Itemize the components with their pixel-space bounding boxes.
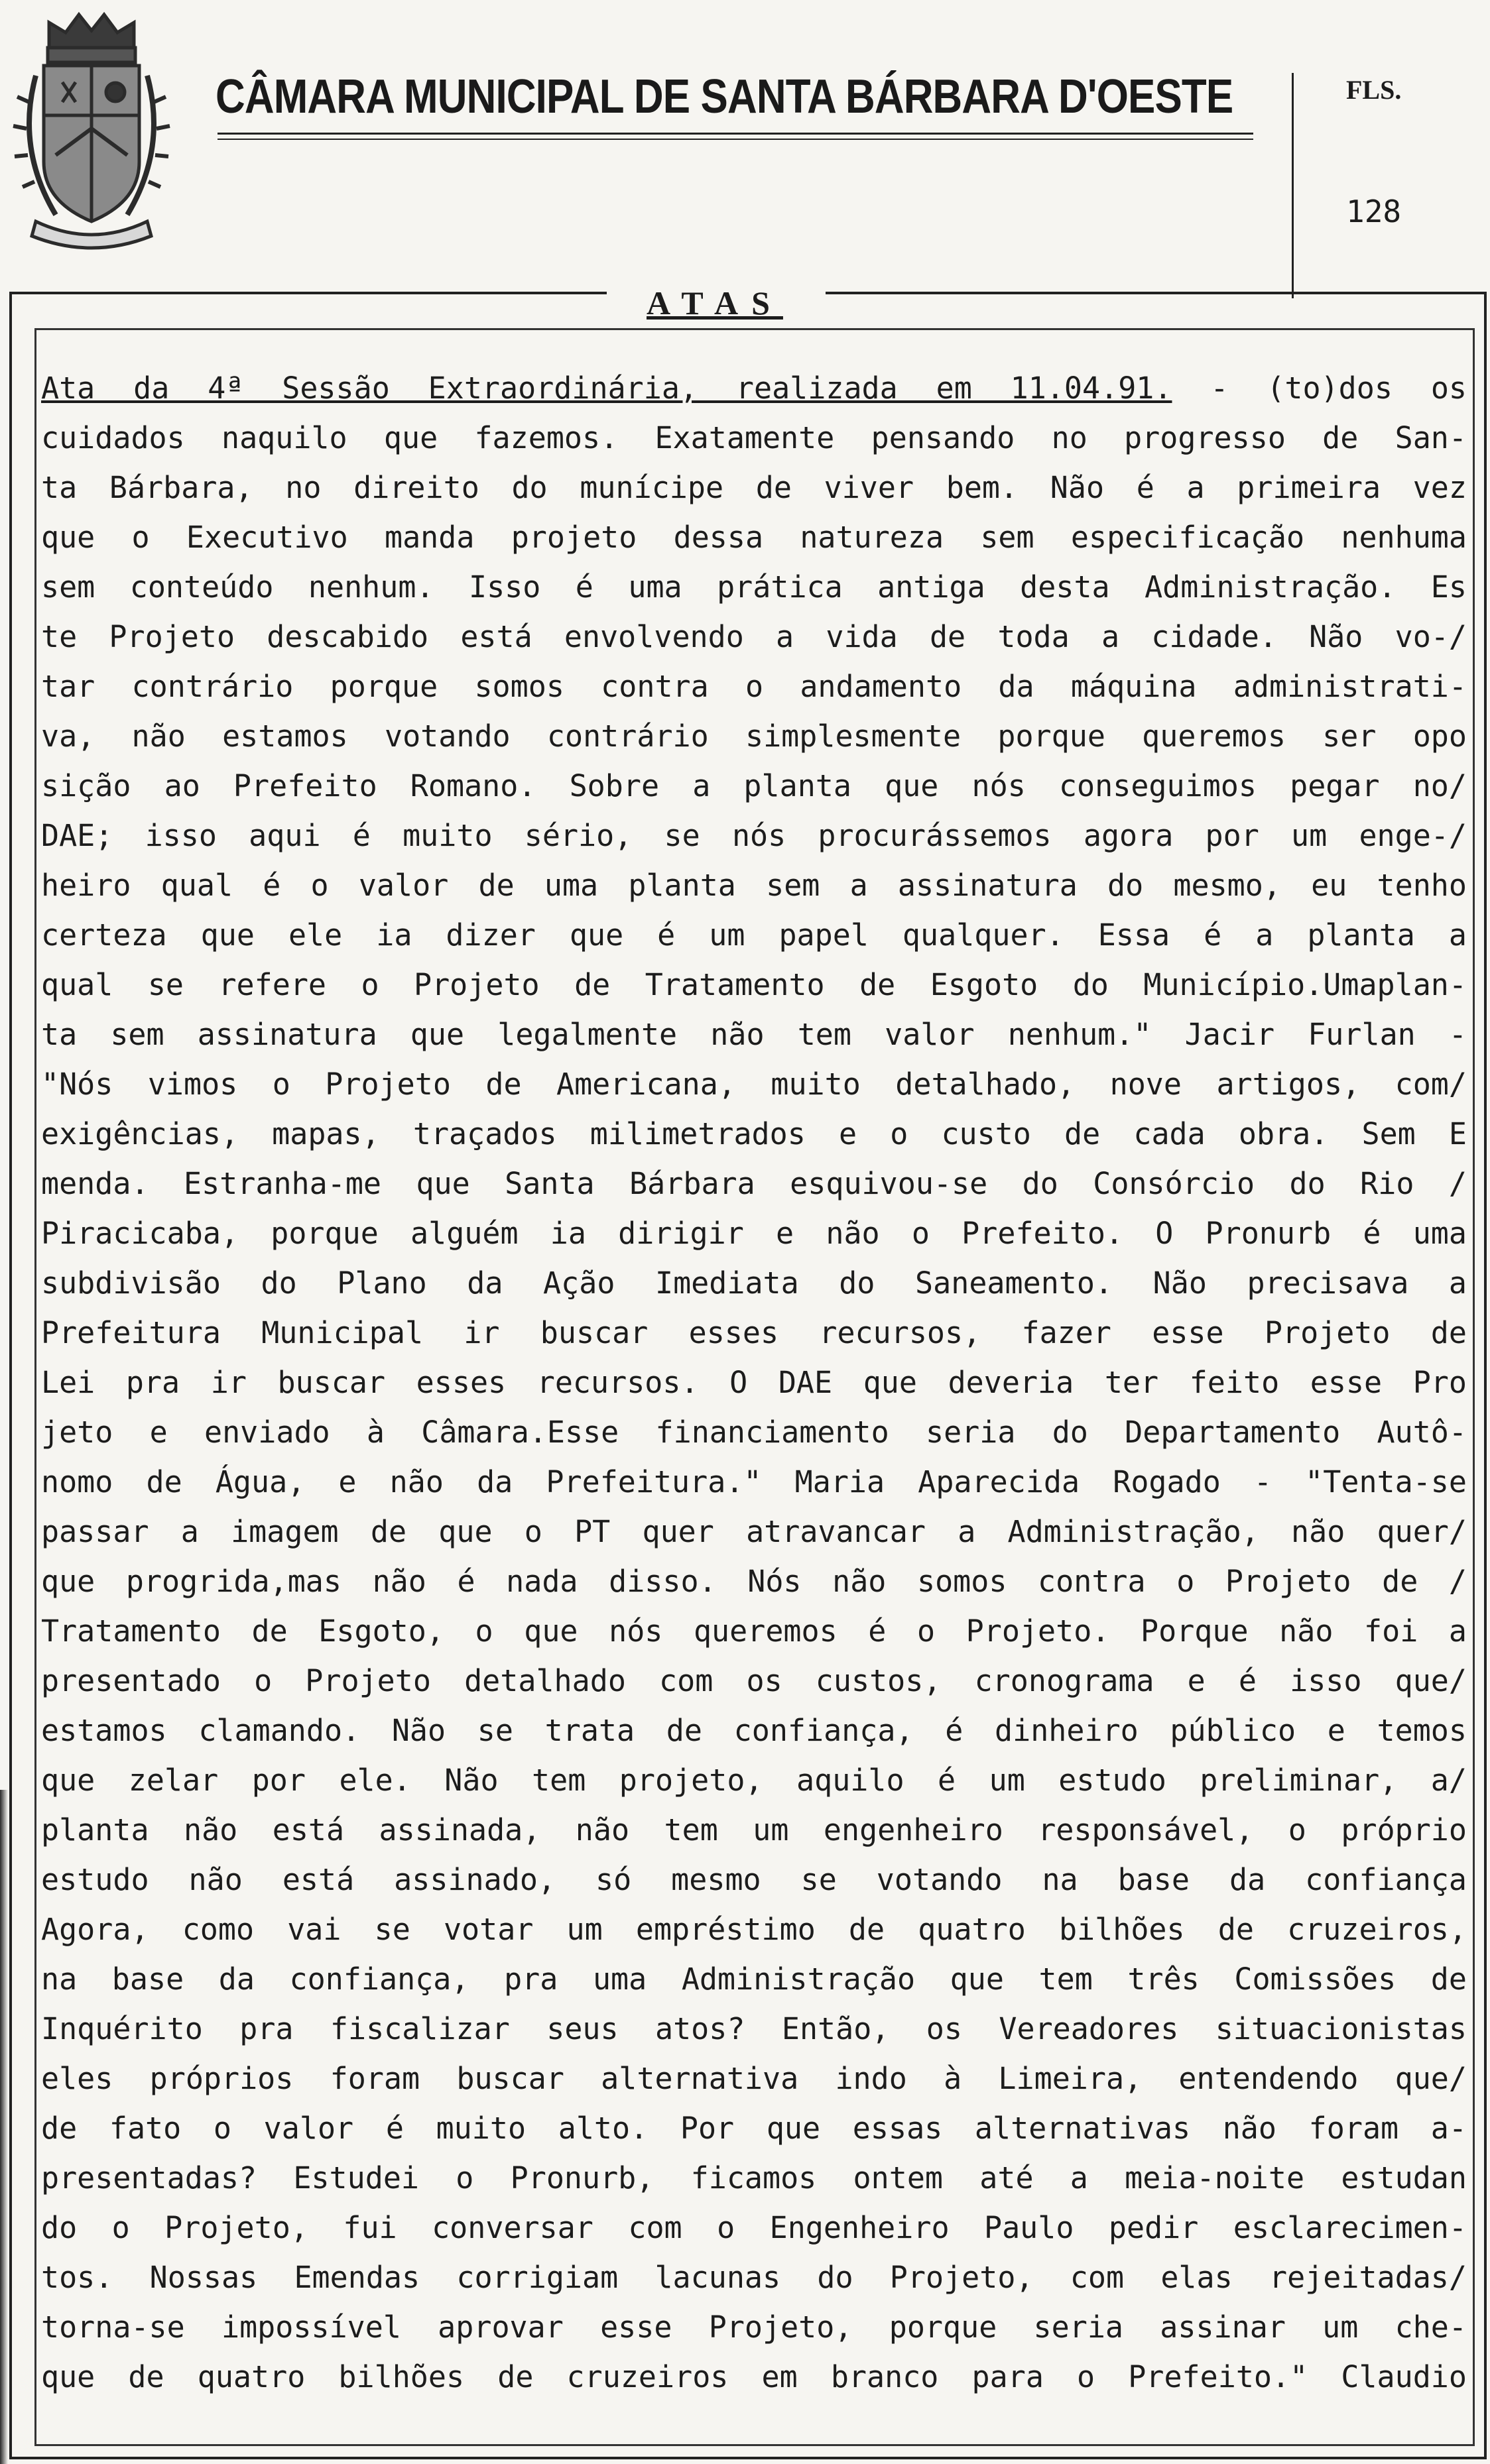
scan-edge-shadow <box>0 1790 8 2464</box>
minutes-line: DAE; isso aqui é muito sério, se nós procurássemos agora por um enge-/ <box>41 818 1467 853</box>
minutes-line: va, não estamos votando contrário simplesmente porque queremos ser opo <box>41 719 1467 754</box>
minutes-line: presentado o Projeto detalhado com os custos, cronograma e é isso que/ <box>41 1663 1467 1698</box>
chamber-title: CÂMARA MUNICIPAL DE SANTA BÁRBARA D'OESTE <box>216 70 1233 123</box>
minutes-heading-tail: - (to)dos os <box>1210 371 1467 406</box>
minutes-line: qual se refere o Projeto de Tratamento de Esgoto do Município.Umaplan- <box>41 967 1467 1002</box>
minutes-line: sem conteúdo nenhum. Isso é uma prática antiga desta Administração. Es <box>41 569 1467 605</box>
minutes-line: passar a imagem de que o PT quer atravancar a Administração, não quer/ <box>41 1514 1467 1549</box>
minutes-line: presentadas? Estudei o Pronurb, ficamos ontem até a meia-noite estudan <box>41 2160 1467 2196</box>
minutes-line: "Nós vimos o Projeto de Americana, muito detalhado, nove artigos, com/ <box>41 1067 1467 1102</box>
minutes-line: torna-se impossível aprovar esse Projeto, porque seria assinar um che- <box>41 2310 1467 2345</box>
minutes-line: que o Executivo manda projeto dessa natureza sem especificação nenhuma <box>41 520 1467 555</box>
minutes-line: estudo não está assinado, só mesmo se votando na base da confiança <box>41 1862 1467 1897</box>
minutes-line: Prefeitura Municipal ir buscar esses recursos, fazer esse Projeto de <box>41 1315 1467 1350</box>
minutes-line: ta sem assinatura que legalmente não tem valor nenhum." Jacir Furlan - <box>41 1017 1467 1052</box>
minutes-line: Inquérito pra fiscalizar seus atos? Então, os Vereadores situacionistas <box>41 2011 1467 2046</box>
minutes-line: do o Projeto, fui conversar com o Engenheiro Paulo pedir esclarecimen- <box>41 2210 1467 2245</box>
minutes-line: que progrida,mas não é nada disso. Nós não somos contra o Projeto de / <box>41 1564 1467 1599</box>
minutes-line: te Projeto descabido está envolvendo a vida de toda a cidade. Não vo-/ <box>41 619 1467 654</box>
minutes-line: que de quatro bilhões de cruzeiros em branco para o Prefeito." Claudio <box>41 2359 1467 2394</box>
minutes-body <box>41 363 1467 2402</box>
minutes-line: Lei pra ir buscar esses recursos. O DAE que deveria ter feito esse Pro <box>41 1365 1467 1400</box>
minutes-line: de fato o valor é muito alto. Por que essas alternativas não foram a- <box>41 2111 1467 2146</box>
minutes-line: jeto e enviado à Câmara.Esse financiamento seria do Departamento Autô- <box>41 1415 1467 1450</box>
minutes-line: ta Bárbara, no direito do munícipe de viver bem. Não é a primeira vez <box>41 470 1467 505</box>
minutes-line: Tratamento de Esgoto, o que nós queremos é o Projeto. Porque não foi a <box>41 1613 1467 1649</box>
minutes-line: eles próprios foram buscar alternativa indo à Limeira, entendendo que/ <box>41 2061 1467 2096</box>
minutes-line: exigências, mapas, traçados milimetrados e o custo de cada obra. Sem E <box>41 1116 1467 1151</box>
municipal-coat-of-arms-icon <box>9 3 174 255</box>
minutes-line: na base da confiança, pra uma Administração que tem três Comissões de <box>41 1962 1467 1997</box>
minutes-heading: Ata da 4ª Sessão Extraordinária, realizada em 11.04.91. <box>41 371 1172 406</box>
minutes-line: subdivisão do Plano da Ação Imediata do Saneamento. Não precisava a <box>41 1265 1467 1301</box>
minutes-line: nomo de Água, e não da Prefeitura." Maria Aparecida Rogado - "Tenta-se <box>41 1464 1467 1499</box>
minutes-line: Agora, como vai se votar um empréstimo de quatro bilhões de cruzeiros, <box>41 1912 1467 1947</box>
minutes-line: estamos clamando. Não se trata de confiança, é dinheiro público e temos <box>41 1713 1467 1748</box>
minutes-line: tos. Nossas Emendas corrigiam lacunas do Projeto, com elas rejeitadas/ <box>41 2260 1467 2295</box>
minutes-line: que zelar por ele. Não tem projeto, aquilo é um estudo preliminar, a/ <box>41 1763 1467 1798</box>
minutes-line: menda. Estranha-me que Santa Bárbara esquivou-se do Consórcio do Rio / <box>41 1166 1467 1201</box>
minutes-line: heiro qual é o valor de uma planta sem a assinatura do mesmo, eu tenho <box>41 868 1467 903</box>
section-title: ATAS <box>647 284 783 322</box>
page-number: 128 <box>1346 194 1402 229</box>
minutes-line: certeza que ele ia dizer que é um papel qualquer. Essa é a planta a <box>41 917 1467 953</box>
fls-label: FLS. <box>1346 75 1402 105</box>
minutes-line: planta não está assinada, não tem um engenheiro responsável, o próprio <box>41 1812 1467 1848</box>
header-rule <box>217 133 1253 140</box>
minutes-heading-line <box>41 363 1467 413</box>
minutes-line: tar contrário porque somos contra o andamento da máquina administrati- <box>41 669 1467 704</box>
minutes-line: Piracicaba, porque alguém ia dirigir e não o Prefeito. O Pronurb é uma <box>41 1216 1467 1251</box>
minutes-line: cuidados naquilo que fazemos. Exatamente pensando no progresso de San- <box>41 420 1467 455</box>
minutes-line: sição ao Prefeito Romano. Sobre a planta que nós conseguimos pegar no/ <box>41 768 1467 803</box>
header-divider <box>1292 73 1294 298</box>
